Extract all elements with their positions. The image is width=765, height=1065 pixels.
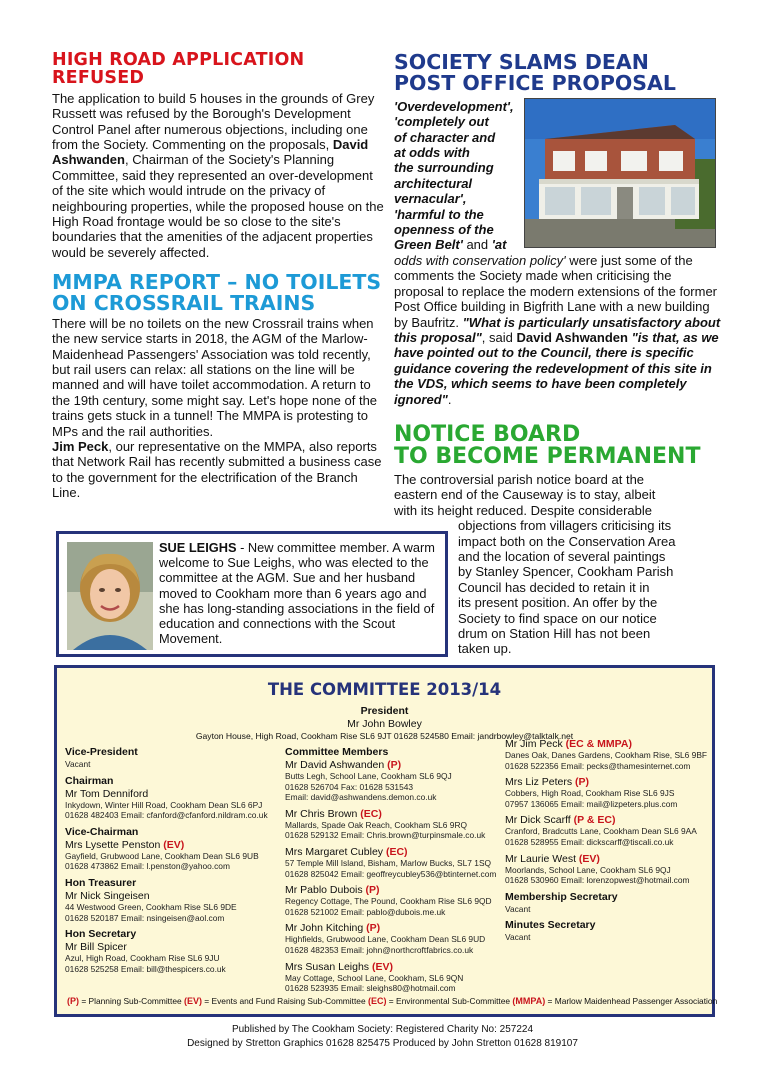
committee-members-heading: Committee Members bbox=[285, 746, 389, 758]
legend-tag: (EC) bbox=[367, 996, 387, 1006]
member-contact: Cobbers, High Road, Cookham Rise SL6 9JS bbox=[505, 788, 675, 799]
headline-notice-board: NOTICE BOARD TO BECOME PERMANENT bbox=[394, 422, 701, 470]
member-name bbox=[65, 941, 280, 953]
member-contact: 57 Temple Mill Island, Bisham, Marlow Bucks, SL7 1SQ bbox=[285, 857, 492, 868]
article-body bbox=[394, 472, 724, 518]
member-subcommittee-tag: (P) bbox=[387, 759, 402, 771]
member-name bbox=[65, 788, 280, 800]
article-high-road bbox=[52, 52, 384, 260]
committee-role: Membership Secretary bbox=[505, 890, 618, 903]
member-name bbox=[505, 853, 713, 865]
member-contact: 01628 529132 Email: Chris.brown@turpinsmale.co.uk bbox=[285, 830, 486, 841]
member-subcommittee-tag: (EV) bbox=[578, 852, 600, 865]
member-contact: Regency Cottage, The Pound, Cookham Rise SL6 9QD bbox=[285, 896, 492, 907]
member-name-text: Mr Bill Spicer bbox=[65, 941, 127, 954]
quote-line: at odds with bbox=[394, 145, 470, 161]
committee-legend bbox=[67, 996, 717, 1006]
committee-box bbox=[54, 665, 718, 1017]
president-name: Mr John Bowley bbox=[347, 718, 422, 730]
headline-high-road: HIGH ROAD APPLICATION REFUSED bbox=[52, 50, 305, 88]
member-name bbox=[505, 814, 713, 826]
member-contact: Cranford, Bradcutts Lane, Cookham Dean SL6 9AA bbox=[505, 826, 697, 837]
portrait-icon bbox=[67, 542, 153, 650]
member-name-text: Mr Chris Brown bbox=[285, 807, 361, 820]
committee-role: Vice-Chairman bbox=[65, 825, 139, 838]
committee-role: Hon Treasurer bbox=[65, 876, 137, 889]
member-contact: 01628 530960 Email: lorenzopwest@hotmail.com bbox=[505, 875, 690, 886]
member-name-text: Mr Tom Denniford bbox=[65, 787, 149, 800]
footer-line-2: Designed by Stretton Graphics 01628 825475 Produced by John Stretton 01628 819107 bbox=[187, 1038, 578, 1049]
legend-tag: (MMPA) bbox=[512, 996, 546, 1006]
committee-members-list bbox=[285, 759, 503, 999]
quote-list bbox=[394, 99, 524, 238]
text-line: impact both on the Conservation Area bbox=[458, 533, 676, 549]
text-line: its present position. An offer by the bbox=[458, 595, 658, 611]
member-contact: 01628 523935 Email: sleighs80@hotmail.com bbox=[285, 983, 456, 994]
member-name bbox=[65, 839, 280, 851]
text-line: with its height reduced. Despite considerable bbox=[394, 502, 652, 518]
text-line: Society to find space on our notice bbox=[458, 610, 657, 626]
member-name bbox=[505, 738, 713, 750]
text-line: and the location of several paintings bbox=[458, 548, 666, 564]
member-contact: Butts Legh, School Lane, Cookham SL6 9QJ bbox=[285, 771, 452, 781]
member-name bbox=[65, 890, 280, 902]
member-contact: 01628 482353 Email: john@northcroftfabrics.co.uk bbox=[285, 944, 474, 955]
president-address: Gayton House, High Road, Cookham Rise SL6 9JT 01628 524580 Email: jandrbowley@talktalk.net bbox=[195, 731, 574, 741]
committee-role: Chairman bbox=[65, 774, 114, 787]
new-member-text: SUE LEIGHS - New committee member. A warm welcome to Sue Leighs, who was elected to the committee at the AGM. Sue and her husband moved to Cookham more than 6 years ago and she has long-standing associations in the field of education and connections with the Scout Movement. bbox=[159, 540, 435, 647]
member-name-text: Mr Dick Scarff bbox=[505, 814, 574, 827]
member-name-text: Mrs Lysette Penston bbox=[65, 838, 164, 851]
article-body: odds with conservation policy' were just some of the comments the Society made when criticising the proposal to replace the modern extensions of the former Post Office building in Bigfrith Lane with a new building by Baufritz. "What is particularly unsatisfactory about this proposal", said David Ashwanden "is that, as we have pointed out to the Council, there is specific guidance covering the redevelopment of this site in the VDS, which seems to have been completely ignored". bbox=[394, 252, 721, 407]
member-contact: Vacant bbox=[505, 903, 531, 914]
quote-line: 'Overdevelopment', bbox=[394, 98, 514, 114]
member-contact: Email: david@ashwandens.demon.co.uk bbox=[285, 792, 437, 803]
member-subcommittee-tag: (P) bbox=[365, 884, 380, 897]
member-name-text: Mr David Ashwanden bbox=[285, 759, 388, 771]
member-contact: Moorlands, School Lane, Cookham SL6 9QJ bbox=[505, 864, 671, 875]
text-line: The controversial parish notice board at the bbox=[394, 471, 645, 487]
building-icon bbox=[525, 99, 716, 248]
legend-text: = Environmental Sub-Committee bbox=[386, 996, 513, 1006]
sue-leighs-photo bbox=[67, 542, 153, 650]
text-line: objections from villagers criticising its bbox=[458, 518, 672, 534]
legend-text: = Marlow Maidenhead Passenger Association bbox=[545, 996, 718, 1006]
text-line: by Stanley Spencer, Cookham Parish bbox=[458, 564, 674, 580]
committee-title: THE COMMITTEE 2013/14 bbox=[267, 680, 502, 699]
member-contact: 01628 825042 Email: geoffreycubley536@btinternet.com bbox=[285, 868, 497, 879]
member-subcommittee-tag: (EC) bbox=[385, 845, 408, 858]
member-subcommittee-tag: (P) bbox=[366, 922, 381, 935]
committee-role: Minutes Secretary bbox=[505, 919, 596, 932]
member-name-text: Mr Nick Singeisen bbox=[65, 889, 150, 902]
quote-line: vernacular', bbox=[394, 191, 467, 207]
quote-line: the surrounding bbox=[394, 160, 494, 176]
quote-line: architectural bbox=[394, 175, 473, 191]
new-member-box bbox=[56, 531, 448, 657]
article-body: There will be no toilets on the new Crossrail trains when the new service starts in 2018, the AGM of the Marlow-Maidenhead Passengers' Association was told recently, but rail users can relax: all stations on the line will be manned and will have toilet accommodation. A return to the 19th century, some might say. Let's hope none of the trains gets stuck in a tunnel! The MMPA is protesting to MPs and the rail authorities. Jim Peck, our representative on the MMPA, also reports that Network Rail has recently submitted a business case to the government for the electrification of the Branch Line. bbox=[52, 315, 382, 501]
committee-column-3 bbox=[505, 738, 713, 948]
member-subcommittee-tag: (EV) bbox=[371, 960, 393, 973]
member-name bbox=[285, 759, 503, 771]
member-name bbox=[285, 808, 503, 820]
text-line: eastern end of the Causeway is to stay, albeit bbox=[394, 487, 656, 503]
legend-text: = Events and Fund Raising Sub-Committee bbox=[201, 996, 368, 1006]
member-subcommittee-tag: (P) bbox=[575, 776, 590, 789]
member-subcommittee-tag: (EV) bbox=[163, 838, 185, 851]
member-name bbox=[285, 884, 503, 896]
member-name-text: Mrs Susan Leighs bbox=[285, 960, 372, 973]
quote-line: of character and bbox=[394, 129, 496, 145]
member-name-text: Mr John Kitching bbox=[285, 922, 367, 935]
article-body: The application to build 5 houses in the grounds of Grey Russett was refused by the Borough's Development Control Panel after numerous objections, including one from the Society. Commenting on the proposals, David Ashwanden, Chairman of the Society's Planning Committee, said they represented an over-development of the site which would intrude on the privacy of neighbouring properties, while the proposed house on the High Road frontage would be so close to the site's boundaries that the amenities of the adjacent properties would be severely affected. bbox=[52, 90, 384, 260]
member-contact: Vacant bbox=[505, 932, 531, 943]
quote-line: 'completely out bbox=[394, 114, 489, 130]
president-role: President bbox=[360, 705, 409, 717]
legend-tag: (EV) bbox=[183, 996, 202, 1006]
member-contact: Azul, High Road, Cookham Rise SL6 9JU bbox=[65, 953, 220, 964]
committee-role: Hon Secretary bbox=[65, 928, 137, 941]
member-name-text: Mr Pablo Dubois bbox=[285, 884, 366, 897]
legend-text: = Planning Sub-Committee bbox=[79, 996, 184, 1006]
member-contact: 01628 528955 Email: dickscarff@tiscali.co.uk bbox=[505, 836, 674, 847]
member-name-text: Mr Laurie West bbox=[505, 852, 579, 865]
member-contact: 01628 521002 Email: pablo@dubois.me.uk bbox=[285, 906, 446, 917]
member-contact: 07957 136065 Email: mail@lizpeters.plus.com bbox=[505, 798, 678, 809]
text-line: taken up. bbox=[458, 641, 512, 657]
text-line: Council has decided to retain it in bbox=[458, 579, 650, 595]
member-name bbox=[505, 776, 713, 788]
footer-line-1: Published by The Cookham Society: Registered Charity No: 257224 bbox=[231, 1024, 534, 1035]
member-name-text: Mr Jim Peck bbox=[505, 738, 566, 750]
member-contact: 01628 522356 Email: pecks@thamesinternet.com bbox=[505, 760, 691, 771]
quote-line: Green Belt' and 'at bbox=[394, 237, 507, 253]
member-subcommittee-tag: (EC & MMPA) bbox=[565, 738, 632, 750]
member-contact: May Cottage, School Lane, Cookham, SL6 9QN bbox=[285, 972, 464, 983]
member-contact: 44 Westwood Green, Cookham Rise SL6 9DE bbox=[65, 901, 237, 912]
article-body-narrow bbox=[458, 518, 724, 657]
member-name-text: Mrs Margaret Cubley bbox=[285, 845, 386, 858]
article-mmpa bbox=[52, 272, 385, 501]
member-contact: Vacant bbox=[65, 759, 91, 769]
committee-role: Vice-President bbox=[65, 746, 138, 758]
member-contact: Mallards, Spade Oak Reach, Cookham SL6 9RQ bbox=[285, 819, 468, 830]
member-contact: Danes Oak, Danes Gardens, Cookham Rise, SL6 9BF bbox=[505, 750, 708, 760]
member-subcommittee-tag: (P & EC) bbox=[573, 814, 616, 827]
spacer bbox=[505, 943, 713, 948]
member-contact: Gayfield, Grubwood Lane, Cookham Dean SL6 9UB bbox=[65, 850, 259, 861]
post-office-photo bbox=[524, 98, 716, 248]
member-contact: Inkydown, Winter Hill Road, Cookham Dean SL6 6PJ bbox=[65, 799, 263, 810]
quote-line: 'harmful to the bbox=[394, 206, 484, 222]
text-line: drum on Station Hill has not been bbox=[458, 625, 651, 641]
legend-tag: (P) bbox=[67, 996, 79, 1006]
member-name-text: Mrs Liz Peters bbox=[505, 776, 576, 789]
headline-post-office: SOCIETY SLAMS DEAN POST OFFICE PROPOSAL bbox=[394, 50, 676, 95]
spacer bbox=[65, 974, 280, 979]
member-subcommittee-tag: (EC) bbox=[360, 807, 382, 820]
committee-column-2 bbox=[285, 746, 503, 999]
member-name bbox=[285, 846, 503, 858]
headline-mmpa: MMPA REPORT – NO TOILETS ON CROSSRAIL TRAINS bbox=[52, 270, 382, 315]
member-name bbox=[285, 922, 503, 934]
member-contact: Highfields, Grubwood Lane, Cookham Dean SL6 9UD bbox=[285, 934, 486, 945]
member-contact: 01628 520187 Email: nsingeisen@aol.com bbox=[65, 912, 225, 923]
member-contact: 01628 525258 Email: bill@thespicers.co.uk bbox=[65, 963, 226, 974]
member-contact: 01628 526704 Fax: 01628 531543 bbox=[285, 781, 414, 792]
quote-line: openness of the bbox=[394, 222, 494, 238]
member-name bbox=[285, 961, 503, 973]
member-contact: 01628 482403 Email: cfanford@cfanford.nildram.co.uk bbox=[65, 810, 268, 821]
member-contact: 01628 473862 Email: l.penston@yahoo.com bbox=[65, 861, 230, 872]
committee-column-1 bbox=[65, 746, 280, 979]
